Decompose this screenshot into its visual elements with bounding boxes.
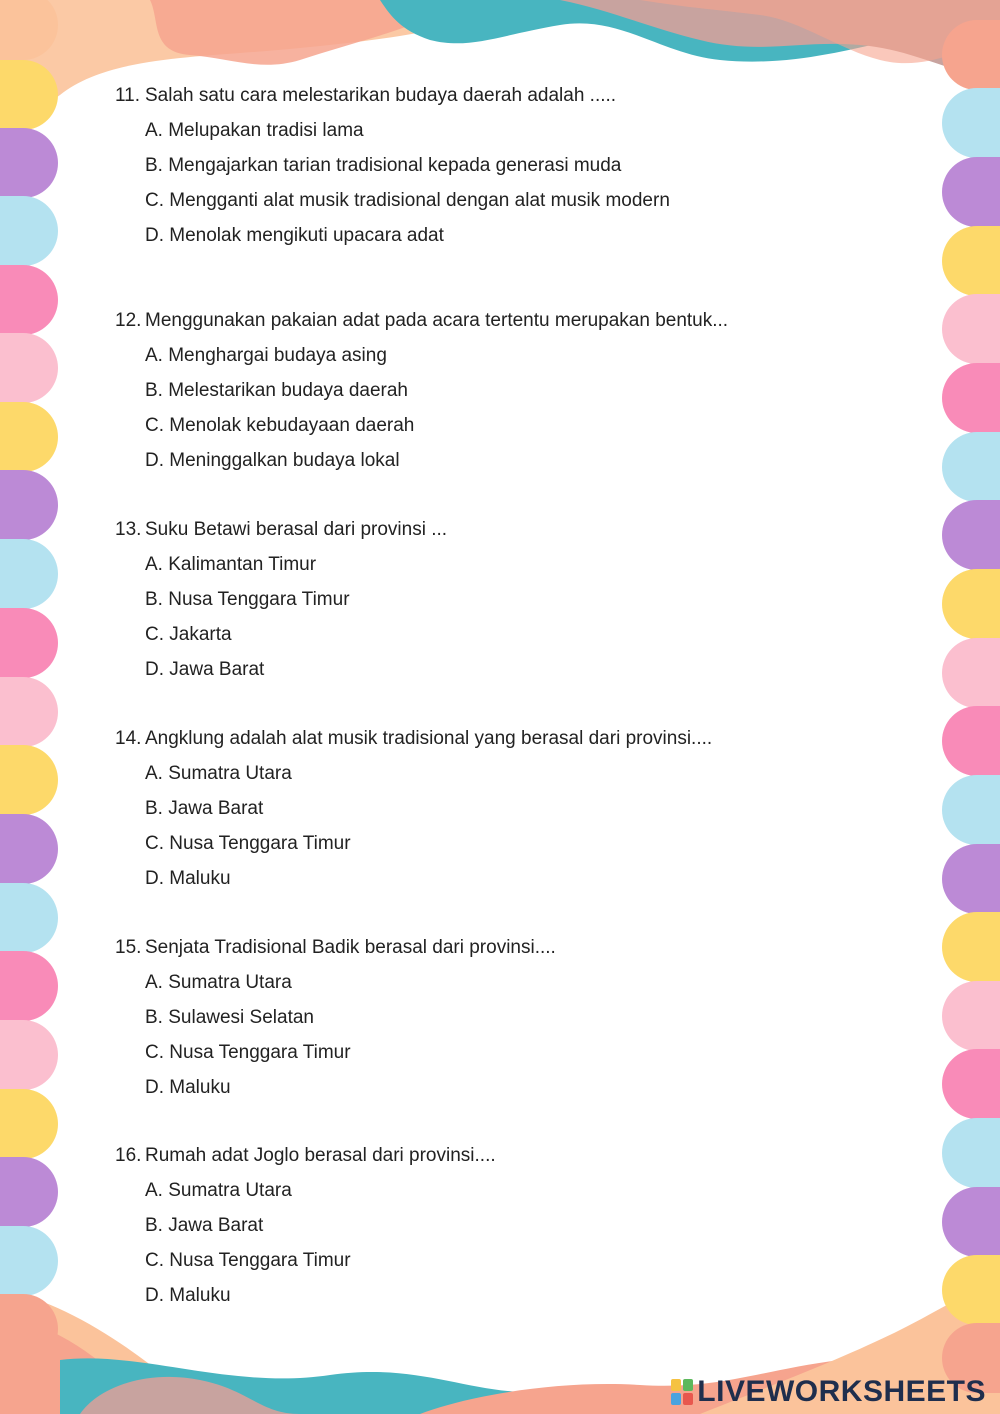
question-text: Rumah adat Joglo berasal dari provinsi.... bbox=[145, 1145, 496, 1166]
answer-option-d[interactable]: D. Menolak mengikuti upacara adat bbox=[145, 225, 444, 246]
question-stem bbox=[115, 309, 915, 344]
question-11 bbox=[115, 84, 915, 259]
question-stem bbox=[115, 84, 915, 119]
question-number: 16. bbox=[115, 1145, 142, 1166]
question-stem bbox=[115, 727, 915, 762]
answer-option-b[interactable]: B. Jawa Barat bbox=[145, 1215, 264, 1236]
answer-option-d[interactable]: D. Maluku bbox=[145, 1077, 231, 1098]
question-13 bbox=[115, 518, 915, 693]
answer-option-a[interactable]: A. Menghargai budaya asing bbox=[145, 345, 387, 366]
question-number: 15. bbox=[115, 937, 142, 958]
answer-option-b[interactable]: B. Jawa Barat bbox=[145, 798, 264, 819]
question-number: 14. bbox=[115, 728, 142, 749]
question-14 bbox=[115, 727, 915, 902]
answer-option-a[interactable]: A. Kalimantan Timur bbox=[145, 554, 317, 575]
question-number: 13. bbox=[115, 519, 142, 540]
answer-option-a[interactable]: A. Sumatra Utara bbox=[145, 972, 292, 993]
answer-option-b[interactable]: B. Mengajarkan tarian tradisional kepada generasi muda bbox=[145, 155, 622, 176]
question-stem bbox=[115, 1144, 915, 1179]
answer-option-d[interactable]: D. Maluku bbox=[145, 1285, 231, 1306]
question-text: Senjata Tradisional Badik berasal dari provinsi.... bbox=[145, 937, 556, 958]
question-15 bbox=[115, 936, 915, 1111]
answer-option-a[interactable]: A. Sumatra Utara bbox=[145, 1180, 292, 1201]
question-number: 11. bbox=[115, 85, 141, 106]
liveworksheets-logo-text: LIVEWORKSHEETS bbox=[697, 1375, 986, 1408]
answer-option-c[interactable]: C. Menolak kebudayaan daerah bbox=[145, 415, 415, 436]
question-text: Suku Betawi berasal dari provinsi ... bbox=[145, 519, 448, 540]
answer-option-a[interactable]: A. Sumatra Utara bbox=[145, 763, 292, 784]
question-stem bbox=[115, 518, 915, 553]
answer-option-c[interactable]: C. Nusa Tenggara Timur bbox=[145, 1042, 351, 1063]
question-stem bbox=[115, 936, 915, 971]
question-text: Salah satu cara melestarikan budaya daerah adalah ..... bbox=[145, 85, 617, 106]
question-12 bbox=[115, 309, 915, 484]
liveworksheets-logo[interactable] bbox=[671, 1376, 986, 1408]
answer-option-c[interactable]: C. Nusa Tenggara Timur bbox=[145, 833, 351, 854]
answer-option-d[interactable]: D. Maluku bbox=[145, 868, 231, 889]
answer-option-c[interactable]: C. Mengganti alat musik tradisional dengan alat musik modern bbox=[145, 190, 670, 211]
answer-option-b[interactable]: B. Nusa Tenggara Timur bbox=[145, 589, 350, 610]
question-number: 12. bbox=[115, 310, 142, 331]
question-16 bbox=[115, 1144, 915, 1319]
answer-option-b[interactable]: B. Melestarikan budaya daerah bbox=[145, 380, 408, 401]
answer-option-d[interactable]: D. Jawa Barat bbox=[145, 659, 265, 680]
answer-option-b[interactable]: B. Sulawesi Selatan bbox=[145, 1007, 314, 1028]
question-text: Menggunakan pakaian adat pada acara tertentu merupakan bentuk... bbox=[145, 310, 729, 331]
answer-option-d[interactable]: D. Meninggalkan budaya lokal bbox=[145, 450, 400, 471]
question-text: Angklung adalah alat musik tradisional yang berasal dari provinsi.... bbox=[145, 728, 713, 749]
answer-option-c[interactable]: C. Nusa Tenggara Timur bbox=[145, 1250, 351, 1271]
answer-option-c[interactable]: C. Jakarta bbox=[145, 624, 232, 645]
liveworksheets-logo-icon bbox=[671, 1379, 693, 1405]
answer-option-a[interactable]: A. Melupakan tradisi lama bbox=[145, 120, 364, 141]
